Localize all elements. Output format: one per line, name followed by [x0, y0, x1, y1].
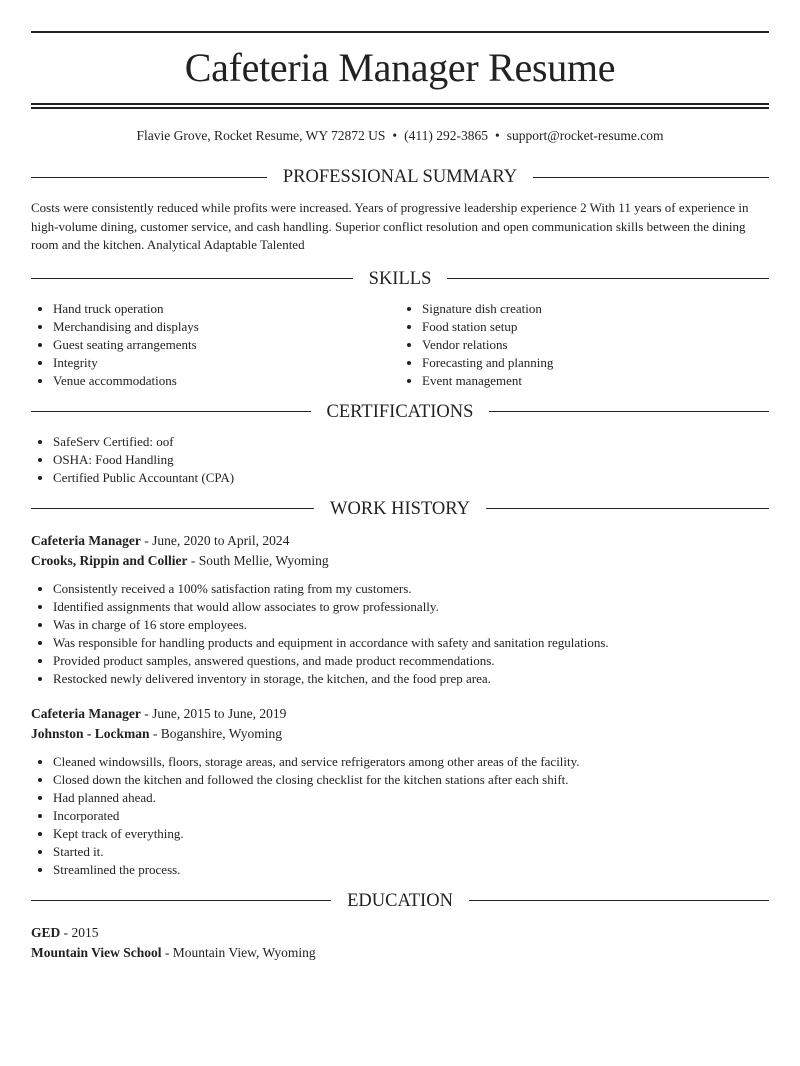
list-item: • Identified assignments that would allow associates to grow professionally. [53, 598, 769, 616]
degree: GED [31, 924, 61, 940]
list-item: • Was responsible for handling products and equipment in accordance with safety and sanitation regulations. [53, 634, 769, 652]
divider [31, 103, 769, 109]
resume-page [0, 31, 800, 963]
job-entry [31, 704, 769, 879]
summary-text: Costs were consistently reduced while profits were increased. Years of progressive leadership experience 2 With 11 years of experience in high-volume dining, customer service, and cash handling. Superior conflict resolution and open communication skills between the dining room and the kitchen. Analytical Adaptable Talented [31, 200, 749, 252]
list-item: • Integrity [53, 354, 400, 372]
skills-column-left [31, 300, 400, 390]
school-name: Mountain View School [31, 944, 162, 960]
section-heading-certifications [31, 400, 769, 424]
contact-email: support@rocket-resume.com [506, 128, 664, 143]
list-item: • Certified Public Accountant (CPA) [53, 469, 769, 487]
company-name: Johnston - Lockman [31, 725, 150, 741]
section-heading-education [31, 889, 769, 913]
job-dates: - June, 2015 to June, 2019 [140, 705, 287, 721]
contact-phone: (411) 292-3865 [404, 128, 489, 143]
list-item: • Had planned ahead. [53, 789, 769, 807]
section-heading-work [31, 497, 769, 521]
list-item: • Signature dish creation [422, 300, 769, 318]
list-item: • Event management [422, 372, 769, 390]
section-title: CERTIFICATIONS [326, 401, 474, 422]
work-history [31, 531, 769, 879]
education-year: - 2015 [60, 924, 99, 940]
list-item: • Guest seating arrangements [53, 336, 400, 354]
list-item: • Closed down the kitchen and followed the closing checklist for the kitchen stations after each shift. [53, 771, 769, 789]
list-item: • Hand truck operation [53, 300, 400, 318]
job-title: Cafeteria Manager [31, 705, 141, 721]
section-title: EDUCATION [347, 890, 453, 911]
list-item: • Incorporated [53, 807, 769, 825]
contact-address: Flavie Grove, Rocket Resume, WY 72872 US [136, 128, 386, 143]
list-item: • Provided product samples, answered questions, and made product recommendations. [53, 652, 769, 670]
company-name: Crooks, Rippin and Collier [31, 552, 188, 568]
skills-list [31, 291, 769, 390]
job-dates: - June, 2020 to April, 2024 [140, 532, 290, 548]
skills-column-right [400, 300, 769, 390]
section-heading-skills [31, 267, 769, 291]
job-title: Cafeteria Manager [31, 532, 141, 548]
list-item: • Cleaned windowsills, floors, storage areas, and service refrigerators among other areas of the facility. [53, 753, 769, 771]
certifications-list [31, 433, 769, 487]
list-item: • Food station setup [422, 318, 769, 336]
list-item: • Merchandising and displays [53, 318, 400, 336]
list-item: • Started it. [53, 843, 769, 861]
school-location: - Mountain View, Wyoming [161, 944, 316, 960]
separator: • [392, 128, 398, 143]
separator: • [495, 128, 500, 143]
section-title: WORK HISTORY [330, 498, 470, 519]
list-item: • Venue accommodations [53, 372, 400, 390]
job-bullets [31, 580, 769, 688]
list-item: • SafeServ Certified: oof [53, 433, 769, 451]
job-location: - South Mellie, Wyoming [187, 552, 329, 568]
contact-info [31, 127, 769, 145]
list-item: • Was in charge of 16 store employees. [53, 616, 769, 634]
job-bullets [31, 753, 769, 879]
page-title: Cafeteria Manager Resume [184, 45, 616, 90]
education-entry [31, 923, 769, 963]
section-title: PROFESSIONAL SUMMARY [282, 167, 518, 187]
list-item: • Forecasting and planning [422, 354, 769, 372]
list-item: • Vendor relations [422, 336, 769, 354]
list-item: • Consistently received a 100% satisfaction rating from my customers. [53, 580, 769, 598]
job-location: - Boganshire, Wyoming [149, 725, 282, 741]
list-item: • OSHA: Food Handling [53, 451, 769, 469]
list-item: • Streamlined the process. [53, 861, 769, 879]
section-title: SKILLS [368, 268, 432, 289]
section-heading-summary [31, 165, 769, 189]
list-item: • Kept track of everything. [53, 825, 769, 843]
list-item: • Restocked newly delivered inventory in storage, the kitchen, and the food prep area. [53, 670, 769, 688]
job-entry [31, 531, 769, 688]
